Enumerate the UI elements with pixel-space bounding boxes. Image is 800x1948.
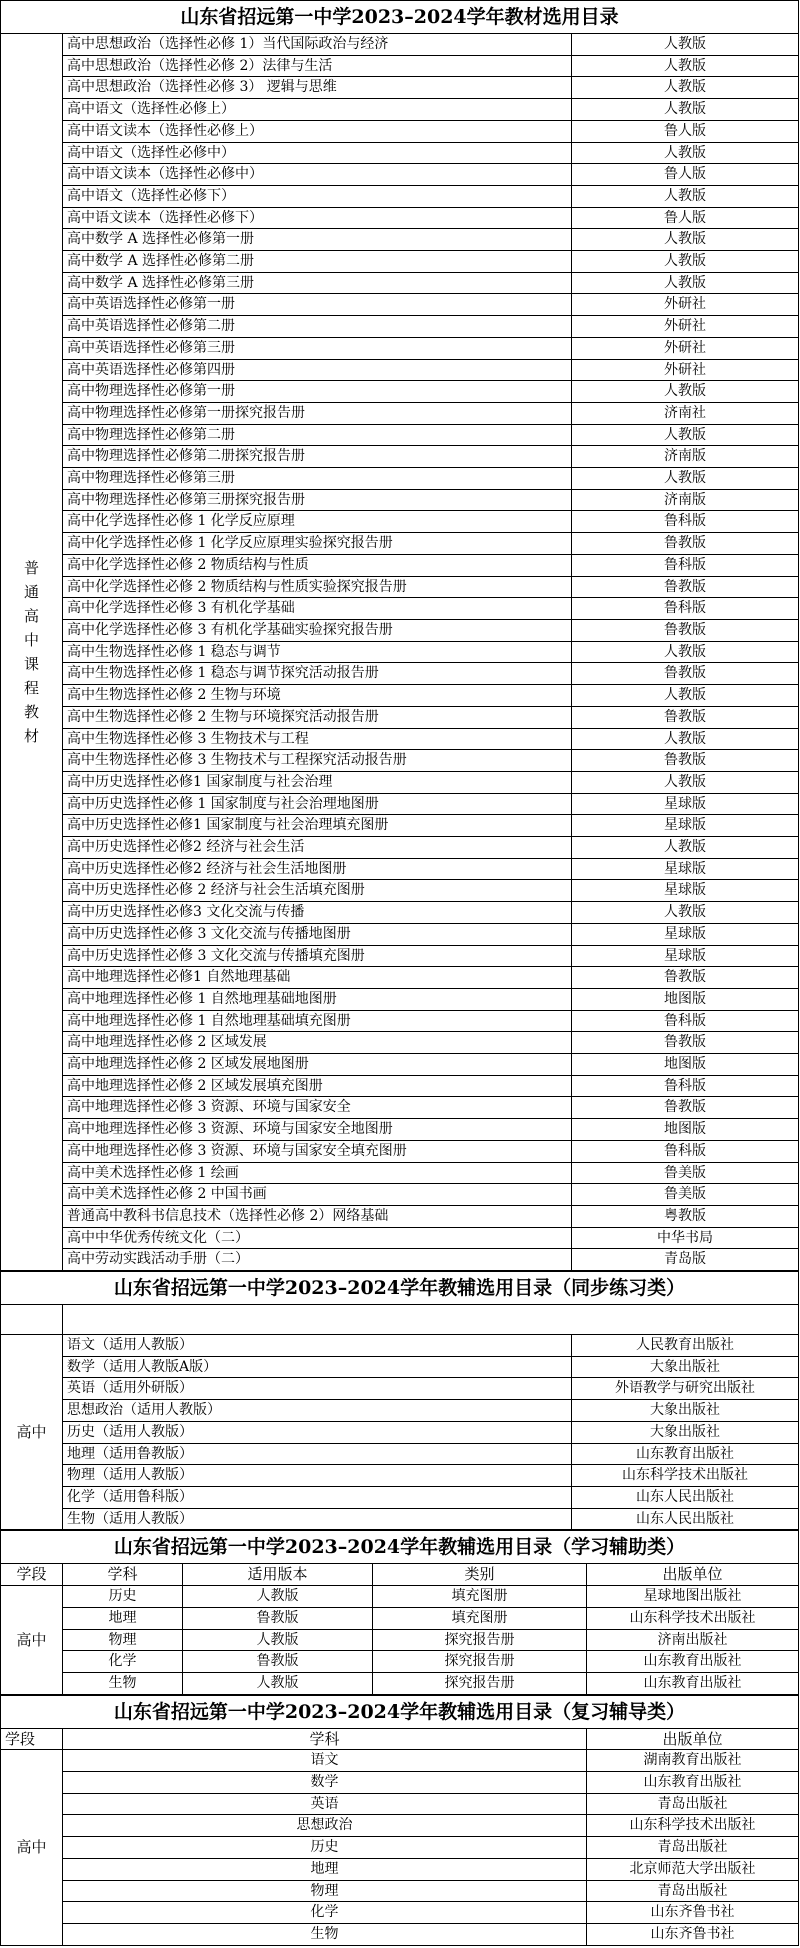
textbook-publisher: 人教版 [572, 685, 799, 707]
textbook-publisher: 鲁美版 [572, 1184, 799, 1206]
textbook-row [1, 1054, 799, 1076]
study-aid-table [0, 1530, 799, 1694]
review-guide-table [0, 1695, 799, 1946]
sync-practice-table [0, 1271, 799, 1530]
textbook-name: 高中数学 A 选择性必修第一册 [63, 229, 572, 251]
publisher-cell: 人民教育出版社 [572, 1335, 799, 1357]
textbook-publisher: 外研社 [572, 359, 799, 381]
textbook-row [1, 771, 799, 793]
textbook-name: 普通高中教科书信息技术（选择性必修 2）网络基础 [63, 1205, 572, 1227]
textbook-name: 高中地理选择性必修 2 区域发展地图册 [63, 1054, 572, 1076]
textbook-publisher: 地图版 [572, 1119, 799, 1141]
textbook-name: 高中数学 A 选择性必修第三册 [63, 272, 572, 294]
textbook-publisher: 鲁教版 [572, 576, 799, 598]
textbook-name: 高中生物选择性必修 1 稳态与调节探究活动报告册 [63, 663, 572, 685]
textbook-publisher: 人教版 [572, 468, 799, 490]
textbook-row [1, 945, 799, 967]
textbook-publisher: 人教版 [572, 185, 799, 207]
textbook-name: 高中美术选择性必修 1 绘画 [63, 1162, 572, 1184]
subject-cell: 数学（适用人教版A版） [63, 1356, 572, 1378]
textbook-name: 高中历史选择性必修1 国家制度与社会治理填充图册 [63, 815, 572, 837]
textbook-name: 高中化学选择性必修 3 有机化学基础实验探究报告册 [63, 619, 572, 641]
textbook-row [1, 1119, 799, 1141]
textbook-name: 高中历史选择性必修2 经济与社会生活 [63, 837, 572, 859]
type-cell: 探究报告册 [373, 1651, 587, 1673]
textbook-row [1, 489, 799, 511]
textbook-publisher: 鲁教版 [572, 619, 799, 641]
publisher-cell: 山东齐鲁书社 [587, 1902, 799, 1924]
textbook-name: 高中思想政治（选择性必修 3） 逻辑与思维 [63, 77, 572, 99]
textbook-row [1, 1097, 799, 1119]
textbook-row [1, 554, 799, 576]
textbook-publisher: 青岛版 [572, 1249, 799, 1271]
textbook-name: 高中数学 A 选择性必修第二册 [63, 251, 572, 273]
textbook-publisher: 人教版 [572, 381, 799, 403]
header-subject: 学科 [63, 1728, 587, 1750]
textbook-row [1, 1140, 799, 1162]
textbook-name: 高中地理选择性必修 1 自然地理基础地图册 [63, 988, 572, 1010]
textbook-publisher: 鲁教版 [572, 663, 799, 685]
textbook-publisher: 人教版 [572, 251, 799, 273]
textbook-publisher: 鲁教版 [572, 533, 799, 555]
textbook-row [1, 272, 799, 294]
publisher-cell: 外语教学与研究出版社 [572, 1378, 799, 1400]
textbook-row [1, 77, 799, 99]
subject-cell: 思想政治（适用人教版） [63, 1400, 572, 1422]
textbook-name: 高中历史选择性必修1 国家制度与社会治理 [63, 771, 572, 793]
category-char: 程 [23, 679, 39, 698]
type-cell: 填充图册 [373, 1607, 587, 1629]
textbook-row [1, 120, 799, 142]
textbook-publisher: 鲁教版 [572, 750, 799, 772]
sync-practice-row [1, 1443, 799, 1465]
category-char: 高 [23, 607, 39, 626]
review-guide-row [1, 1750, 799, 1772]
textbook-publisher: 人教版 [572, 34, 799, 56]
category-char: 中 [23, 631, 39, 650]
sync-practice-row [1, 1421, 799, 1443]
textbook-name: 高中历史选择性必修 2 经济与社会生活填充图册 [63, 880, 572, 902]
subject-cell: 生物（适用人教版） [63, 1508, 572, 1530]
subject-cell: 历史（适用人教版） [63, 1421, 572, 1443]
textbook-publisher: 地图版 [572, 1054, 799, 1076]
review-guide-title-row [1, 1695, 799, 1728]
textbook-row [1, 99, 799, 121]
study-aid-header-row [1, 1564, 799, 1586]
subject-cell: 地理 [63, 1858, 587, 1880]
edition-cell: 鲁教版 [183, 1607, 373, 1629]
textbook-publisher: 星球版 [572, 793, 799, 815]
publisher-cell: 山东齐鲁书社 [587, 1923, 799, 1945]
textbook-title-row [1, 1, 799, 34]
textbook-row [1, 468, 799, 490]
textbook-name: 高中物理选择性必修第二册 [63, 424, 572, 446]
review-guide-row [1, 1772, 799, 1794]
sync-practice-row [1, 1356, 799, 1378]
textbook-name: 高中历史选择性必修 1 国家制度与社会治理地图册 [63, 793, 572, 815]
textbook-name: 高中生物选择性必修 3 生物技术与工程 [63, 728, 572, 750]
publisher-cell: 山东科学技术出版社 [587, 1607, 799, 1629]
textbook-publisher: 人教版 [572, 771, 799, 793]
sync-practice-row [1, 1465, 799, 1487]
sync-practice-blank-row [1, 1305, 799, 1335]
textbook-publisher: 人教版 [572, 837, 799, 859]
edition-cell: 人教版 [183, 1629, 373, 1651]
textbook-row [1, 55, 799, 77]
textbook-name: 高中历史选择性必修 3 文化交流与传播填充图册 [63, 945, 572, 967]
textbook-name: 高中物理选择性必修第二册探究报告册 [63, 446, 572, 468]
textbook-name: 高中历史选择性必修3 文化交流与传播 [63, 902, 572, 924]
subject-cell: 化学 [63, 1651, 183, 1673]
textbook-name: 高中地理选择性必修 2 区域发展填充图册 [63, 1075, 572, 1097]
sync-practice-title-row [1, 1272, 799, 1305]
subject-cell: 历史 [63, 1586, 183, 1608]
sync-practice-row [1, 1400, 799, 1422]
textbook-name: 高中物理选择性必修第三册探究报告册 [63, 489, 572, 511]
textbook-name: 高中英语选择性必修第二册 [63, 316, 572, 338]
textbook-publisher: 鲁科版 [572, 554, 799, 576]
textbook-name: 高中语文（选择性必修中） [63, 142, 572, 164]
sync-practice-row [1, 1335, 799, 1357]
textbook-publisher: 鲁人版 [572, 164, 799, 186]
textbook-name: 高中化学选择性必修 1 化学反应原理实验探究报告册 [63, 533, 572, 555]
stage-label: 高中 [1, 1586, 63, 1695]
textbook-row [1, 402, 799, 424]
textbook-publisher: 中华书局 [572, 1227, 799, 1249]
category-char: 教 [23, 703, 39, 722]
textbook-row [1, 1184, 799, 1206]
textbook-row [1, 728, 799, 750]
textbook-publisher: 地图版 [572, 988, 799, 1010]
publisher-cell: 山东人民出版社 [572, 1487, 799, 1509]
textbook-row [1, 337, 799, 359]
textbook-name: 高中历史选择性必修2 经济与社会生活地图册 [63, 858, 572, 880]
textbook-publisher: 人教版 [572, 728, 799, 750]
textbook-name: 高中生物选择性必修 1 稳态与调节 [63, 641, 572, 663]
subject-cell: 生物 [63, 1923, 587, 1945]
textbook-publisher: 人教版 [572, 424, 799, 446]
textbook-row [1, 793, 799, 815]
sync-practice-row [1, 1378, 799, 1400]
textbook-row [1, 598, 799, 620]
publisher-cell: 大象出版社 [572, 1421, 799, 1443]
stage-label: 高中 [1, 1335, 63, 1530]
header-edition: 适用版本 [183, 1564, 373, 1586]
subject-cell: 化学 [63, 1902, 587, 1924]
textbook-publisher: 人教版 [572, 902, 799, 924]
textbook-name: 高中物理选择性必修第三册 [63, 468, 572, 490]
textbook-name: 高中美术选择性必修 2 中国书画 [63, 1184, 572, 1206]
textbook-name: 高中语文读本（选择性必修上） [63, 120, 572, 142]
textbook-row [1, 576, 799, 598]
publisher-cell: 大象出版社 [572, 1400, 799, 1422]
subject-cell: 生物 [63, 1672, 183, 1694]
subject-cell: 英语（适用外研版） [63, 1378, 572, 1400]
textbook-publisher: 外研社 [572, 316, 799, 338]
textbook-row [1, 1205, 799, 1227]
textbook-name: 高中生物选择性必修 2 生物与环境 [63, 685, 572, 707]
category-char: 材 [23, 727, 39, 746]
textbook-name: 高中历史选择性必修 3 文化交流与传播地图册 [63, 923, 572, 945]
study-aid-row [1, 1651, 799, 1673]
sync-practice-title: 山东省招远第一中学2023–2024学年教辅选用目录（同步练习类） [1, 1272, 799, 1305]
textbook-row [1, 446, 799, 468]
review-guide-row [1, 1880, 799, 1902]
textbook-publisher: 外研社 [572, 337, 799, 359]
textbook-name: 高中语文读本（选择性必修中） [63, 164, 572, 186]
textbook-name: 高中中华优秀传统文化（二） [63, 1227, 572, 1249]
textbook-name: 高中思想政治（选择性必修 2）法律与生活 [63, 55, 572, 77]
textbook-row [1, 663, 799, 685]
textbook-publisher: 外研社 [572, 294, 799, 316]
textbook-row [1, 251, 799, 273]
publisher-cell: 星球地图出版社 [587, 1586, 799, 1608]
textbook-row [1, 229, 799, 251]
textbook-row [1, 1227, 799, 1249]
textbook-name: 高中英语选择性必修第一册 [63, 294, 572, 316]
textbook-publisher: 鲁科版 [572, 1010, 799, 1032]
textbook-title: 山东省招远第一中学2023–2024学年教材选用目录 [1, 1, 799, 34]
textbook-publisher: 星球版 [572, 923, 799, 945]
textbook-publisher: 济南版 [572, 489, 799, 511]
publisher-cell: 山东科学技术出版社 [572, 1465, 799, 1487]
textbook-row [1, 207, 799, 229]
textbook-row [1, 1032, 799, 1054]
textbook-name: 高中地理选择性必修 2 区域发展 [63, 1032, 572, 1054]
edition-cell: 人教版 [183, 1586, 373, 1608]
textbook-row [1, 923, 799, 945]
textbook-row [1, 641, 799, 663]
textbook-row [1, 533, 799, 555]
review-guide-row [1, 1923, 799, 1945]
textbook-name: 高中劳动实践活动手册（二） [63, 1249, 572, 1271]
textbook-publisher: 人教版 [572, 55, 799, 77]
publisher-cell: 北京师范大学出版社 [587, 1858, 799, 1880]
review-guide-header-row [1, 1728, 799, 1750]
textbook-row [1, 1249, 799, 1271]
subject-cell: 语文（适用人教版） [63, 1335, 572, 1357]
textbook-row [1, 815, 799, 837]
type-cell: 探究报告册 [373, 1629, 587, 1651]
study-aid-row [1, 1607, 799, 1629]
textbook-name: 高中化学选择性必修 3 有机化学基础 [63, 598, 572, 620]
textbook-row [1, 359, 799, 381]
review-guide-row [1, 1837, 799, 1859]
subject-cell: 物理 [63, 1880, 587, 1902]
textbook-row [1, 988, 799, 1010]
textbook-name: 高中地理选择性必修 3 资源、环境与国家安全填充图册 [63, 1140, 572, 1162]
blank-cell [63, 1305, 799, 1335]
header-stage: 学段 [1, 1564, 63, 1586]
textbook-publisher: 鲁科版 [572, 598, 799, 620]
blank-cell [1, 1305, 63, 1335]
textbook-publisher: 鲁科版 [572, 1075, 799, 1097]
publisher-cell: 青岛出版社 [587, 1837, 799, 1859]
textbook-row [1, 142, 799, 164]
review-guide-row [1, 1858, 799, 1880]
textbook-publisher: 鲁科版 [572, 511, 799, 533]
textbook-name: 高中化学选择性必修 2 物质结构与性质 [63, 554, 572, 576]
textbook-row [1, 706, 799, 728]
textbook-name: 高中语文（选择性必修上） [63, 99, 572, 121]
sync-practice-row [1, 1487, 799, 1509]
textbook-row [1, 511, 799, 533]
textbook-name: 高中物理选择性必修第一册 [63, 381, 572, 403]
textbook-publisher: 鲁美版 [572, 1162, 799, 1184]
publisher-cell: 青岛出版社 [587, 1793, 799, 1815]
textbook-publisher: 鲁教版 [572, 1097, 799, 1119]
textbook-publisher: 星球版 [572, 858, 799, 880]
category-char: 课 [23, 655, 39, 674]
textbook-publisher: 星球版 [572, 880, 799, 902]
study-aid-title-row [1, 1531, 799, 1564]
textbook-publisher: 人教版 [572, 229, 799, 251]
textbook-row [1, 902, 799, 924]
textbook-row [1, 185, 799, 207]
header-publisher: 出版单位 [587, 1564, 799, 1586]
textbook-row [1, 619, 799, 641]
textbook-name: 高中思想政治（选择性必修 1）当代国际政治与经济 [63, 34, 572, 56]
publisher-cell: 山东教育出版社 [587, 1651, 799, 1673]
textbook-publisher: 星球版 [572, 945, 799, 967]
textbook-name: 高中地理选择性必修1 自然地理基础 [63, 967, 572, 989]
textbook-publisher: 鲁人版 [572, 120, 799, 142]
textbook-row [1, 685, 799, 707]
textbook-row [1, 316, 799, 338]
category-char: 通 [23, 583, 39, 602]
publisher-cell: 山东教育出版社 [587, 1772, 799, 1794]
textbook-name: 高中化学选择性必修 2 物质结构与性质实验探究报告册 [63, 576, 572, 598]
review-guide-row [1, 1902, 799, 1924]
textbook-publisher: 鲁科版 [572, 1140, 799, 1162]
review-guide-row [1, 1815, 799, 1837]
study-aid-row [1, 1629, 799, 1651]
textbook-row [1, 164, 799, 186]
review-guide-row [1, 1793, 799, 1815]
edition-cell: 鲁教版 [183, 1651, 373, 1673]
sync-practice-row [1, 1508, 799, 1530]
subject-cell: 英语 [63, 1793, 587, 1815]
textbook-row [1, 1010, 799, 1032]
textbook-row [1, 294, 799, 316]
textbook-row [1, 381, 799, 403]
textbook-name: 高中地理选择性必修 3 资源、环境与国家安全 [63, 1097, 572, 1119]
stage-label: 高中 [1, 1750, 63, 1945]
textbook-publisher: 鲁教版 [572, 1032, 799, 1054]
header-stage: 学段 [1, 1728, 63, 1750]
textbook-publisher: 人教版 [572, 99, 799, 121]
textbook-row [1, 1075, 799, 1097]
textbook-publisher: 鲁教版 [572, 706, 799, 728]
study-aid-row [1, 1672, 799, 1694]
subject-cell: 语文 [63, 1750, 587, 1772]
textbook-row [1, 1162, 799, 1184]
publisher-cell: 湖南教育出版社 [587, 1750, 799, 1772]
review-guide-title: 山东省招远第一中学2023–2024学年教辅选用目录（复习辅导类） [1, 1695, 799, 1728]
header-subject: 学科 [63, 1564, 183, 1586]
subject-cell: 地理 [63, 1607, 183, 1629]
subject-cell: 历史 [63, 1837, 587, 1859]
category-char: 普 [23, 559, 39, 578]
publisher-cell: 济南出版社 [587, 1629, 799, 1651]
textbook-publisher: 鲁人版 [572, 207, 799, 229]
subject-cell: 数学 [63, 1772, 587, 1794]
textbook-row [1, 858, 799, 880]
study-aid-row [1, 1586, 799, 1608]
textbook-row [1, 424, 799, 446]
textbook-publisher: 星球版 [572, 815, 799, 837]
textbook-name: 高中地理选择性必修 3 资源、环境与国家安全地图册 [63, 1119, 572, 1141]
publisher-cell: 大象出版社 [572, 1356, 799, 1378]
textbook-publisher: 人教版 [572, 142, 799, 164]
subject-cell: 物理（适用人教版） [63, 1465, 572, 1487]
type-cell: 探究报告册 [373, 1672, 587, 1694]
textbook-name: 高中英语选择性必修第四册 [63, 359, 572, 381]
subject-cell: 地理（适用鲁教版） [63, 1443, 572, 1465]
textbook-publisher: 鲁教版 [572, 967, 799, 989]
textbook-publisher: 济南社 [572, 402, 799, 424]
textbook-row [1, 880, 799, 902]
textbook-publisher: 济南版 [572, 446, 799, 468]
publisher-cell: 青岛出版社 [587, 1880, 799, 1902]
publisher-cell: 山东教育出版社 [572, 1443, 799, 1465]
textbook-publisher: 粤教版 [572, 1205, 799, 1227]
subject-cell: 物理 [63, 1629, 183, 1651]
textbook-name: 高中物理选择性必修第一册探究报告册 [63, 402, 572, 424]
publisher-cell: 山东教育出版社 [587, 1672, 799, 1694]
category-label [1, 34, 63, 1271]
textbook-name: 高中语文读本（选择性必修下） [63, 207, 572, 229]
textbook-name: 高中语文（选择性必修下） [63, 185, 572, 207]
textbook-row [1, 34, 799, 56]
subject-cell: 化学（适用鲁科版） [63, 1487, 572, 1509]
type-cell: 填充图册 [373, 1586, 587, 1608]
textbook-name: 高中英语选择性必修第三册 [63, 337, 572, 359]
textbook-name: 高中生物选择性必修 2 生物与环境探究活动报告册 [63, 706, 572, 728]
textbook-name: 高中生物选择性必修 3 生物技术与工程探究活动报告册 [63, 750, 572, 772]
textbook-row [1, 750, 799, 772]
subject-cell: 思想政治 [63, 1815, 587, 1837]
textbook-row [1, 837, 799, 859]
header-type: 类别 [373, 1564, 587, 1586]
textbook-publisher: 人教版 [572, 641, 799, 663]
header-publisher: 出版单位 [587, 1728, 799, 1750]
publisher-cell: 山东人民出版社 [572, 1508, 799, 1530]
textbook-publisher: 人教版 [572, 272, 799, 294]
textbook-name: 高中化学选择性必修 1 化学反应原理 [63, 511, 572, 533]
publisher-cell: 山东科学技术出版社 [587, 1815, 799, 1837]
textbook-name: 高中地理选择性必修 1 自然地理基础填充图册 [63, 1010, 572, 1032]
study-aid-title: 山东省招远第一中学2023–2024学年教辅选用目录（学习辅助类） [1, 1531, 799, 1564]
textbook-row [1, 967, 799, 989]
textbook-publisher: 人教版 [572, 77, 799, 99]
edition-cell: 人教版 [183, 1672, 373, 1694]
